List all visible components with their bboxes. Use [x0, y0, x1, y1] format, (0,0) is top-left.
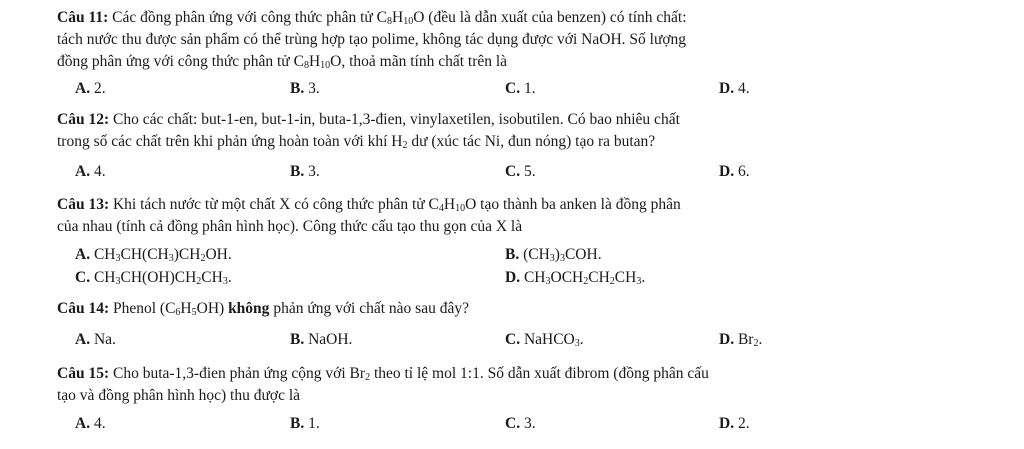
q12-text-2b: dư (xúc tác Ni, đun nóng) tạo ra butan?: [411, 133, 656, 150]
q13-label: Câu 13:: [57, 196, 110, 213]
q14-sub: 6: [175, 307, 181, 318]
q12-line-2: [57, 132, 655, 152]
q11-sub: 10: [403, 16, 414, 27]
q14-line-1: [57, 299, 469, 319]
q14-label: Câu 14:: [57, 300, 110, 317]
q11-text-3c: O, thoả mãn tính chất trên là: [330, 53, 508, 70]
q11-text-2: tách nước thu được sản phẩm có thể trùng hợp tạo polime, không tác dụng được với NaOH. Số lượng: [57, 31, 687, 48]
q14-option-b[interactable]: B. NaOH.: [290, 331, 353, 348]
q11-option-c[interactable]: C. 1.: [505, 80, 536, 97]
q15-option-b[interactable]: B. 1.: [290, 415, 320, 432]
q15-line-2: [57, 386, 300, 406]
q14-text-1a: Phenol (C: [112, 300, 176, 317]
q11-line-2: [57, 30, 686, 50]
q11-sub: 8: [303, 60, 309, 71]
q11-text-3b: H: [308, 53, 321, 70]
q13-sub: 4: [438, 203, 444, 214]
q12-option-c[interactable]: C. 5.: [505, 163, 536, 180]
q15-text-2: tạo và đồng phân hình học) thu được là: [57, 387, 301, 404]
q11-text-3a: đồng phân ứng với công thức phân tử C: [57, 53, 304, 70]
q12-text-2a: trong số các chất trên khi phản ứng hoàn toàn với khí H: [57, 133, 403, 150]
q13-text-2: của nhau (tính cả đồng phân hình học). Công thức cấu tạo thu gọn của X là: [57, 218, 523, 235]
q14-emphasis: không: [228, 300, 270, 317]
q15-text-1b: theo tỉ lệ mol 1:1. Số dẫn xuất đibrom (đồng phân cấu: [373, 365, 709, 382]
q15-text-1a: Cho buta-1,3-đien phản ứng cộng với Br: [112, 365, 366, 382]
q13-option-b[interactable]: B. $(CH_3)_3COH$.: [505, 246, 602, 264]
q15-label: Câu 15:: [57, 365, 110, 382]
q13-sub: 10: [455, 203, 466, 214]
q13-text-1b: H: [443, 196, 456, 213]
q14-option-c[interactable]: C. NaHCO$_3$.: [505, 331, 584, 349]
q14-option-a[interactable]: A. Na.: [75, 331, 116, 348]
q14-text-1c: OH): [196, 300, 225, 317]
q11-line-1: [57, 8, 687, 28]
q13-option-c[interactable]: C. $CH_3CH(OH)CH_2CH_3$.: [75, 269, 232, 287]
q11-option-d[interactable]: D. 4.: [719, 80, 750, 97]
q13-option-a[interactable]: A. $CH_3CH(CH_3)CH_2OH$.: [75, 246, 232, 264]
q14-text-1d: phản ứng với chất nào sau đây?: [273, 300, 469, 317]
q15-option-d[interactable]: D. 2.: [719, 415, 750, 432]
q14-option-d[interactable]: D. $Br_2$.: [719, 331, 763, 349]
q13-text-1a: Khi tách nước từ một chất X có công thức phân tử C: [112, 196, 439, 213]
q13-line-2: [57, 217, 522, 237]
q14-sub: 5: [191, 307, 197, 318]
q15-option-a[interactable]: A. 4.: [75, 415, 106, 432]
q13-line-1: [57, 195, 681, 215]
q11-option-a[interactable]: A. 2.: [75, 80, 106, 97]
q12-sub: 2: [402, 140, 408, 151]
q14-text-1b: H: [180, 300, 192, 317]
q12-line-1: [57, 110, 680, 130]
q11-label: Câu 11:: [57, 9, 109, 26]
q11-line-3: [57, 52, 507, 72]
q13-text-1c: O tạo thành ba anken là đồng phân: [465, 196, 681, 213]
q11-text-1b: H: [392, 9, 404, 26]
q11-sub: 10: [320, 60, 331, 71]
q12-option-a[interactable]: A. 4.: [75, 163, 106, 180]
q11-text-1c: O (đều là dẫn xuất của benzen) có tính chất:: [413, 9, 687, 26]
q15-option-c[interactable]: C. 3.: [505, 415, 536, 432]
q15-line-1: [57, 364, 709, 384]
q12-option-b[interactable]: B. 3.: [290, 163, 320, 180]
q12-option-d[interactable]: D. 6.: [719, 163, 750, 180]
q15-sub: 2: [365, 372, 371, 383]
q13-option-d[interactable]: D. $CH_3OCH_2CH_2CH_3$.: [505, 269, 646, 287]
q11-option-b[interactable]: B. 3.: [290, 80, 320, 97]
q11-sub: 8: [387, 16, 393, 27]
q12-text-1: Cho các chất: but-1-en, but-1-in, buta-1,3-đien, vinylaxetilen, isobutilen. Có bao nhiêu chất: [112, 111, 680, 128]
q11-text-1a: Các đồng phân ứng với công thức phân tử C: [112, 9, 388, 26]
q12-label: Câu 12:: [57, 111, 110, 128]
